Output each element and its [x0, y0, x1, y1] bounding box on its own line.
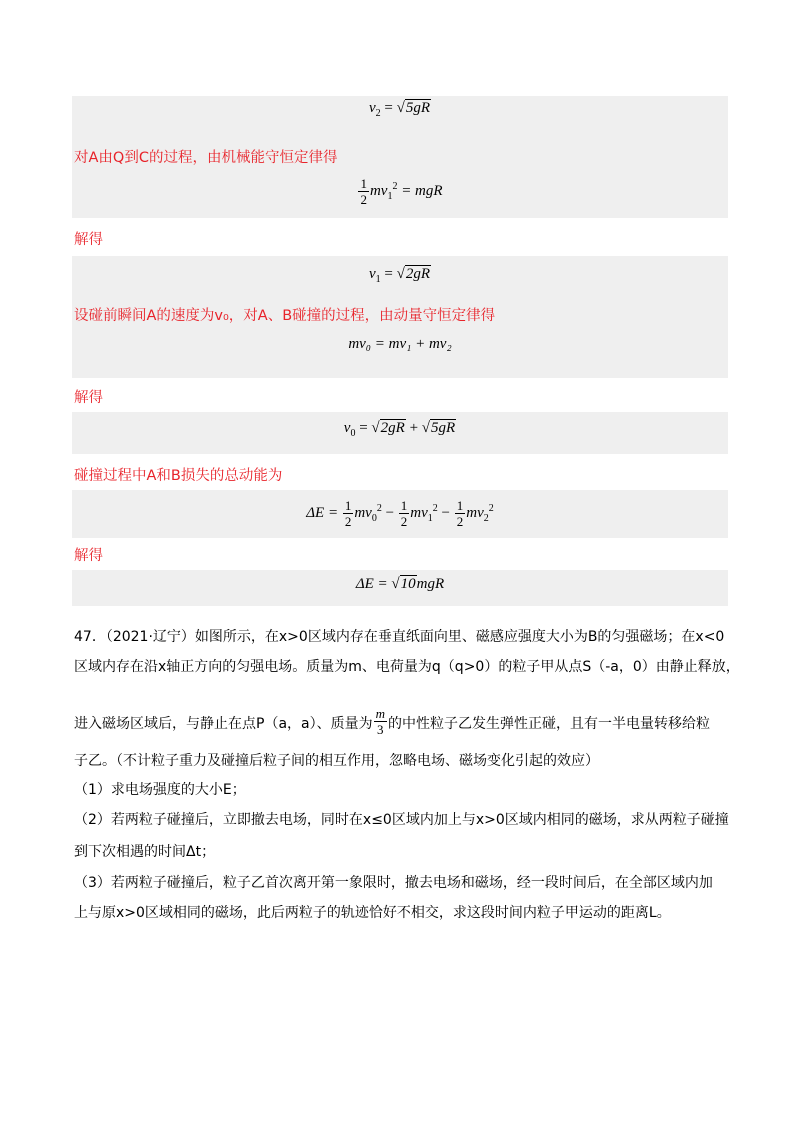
- problem-line-1: 47．（2021·辽宁）如图所示，在x>0区域内存在垂直纸面向里、磁感应强度大小为B的匀强磁场；在x<0: [74, 629, 725, 645]
- equation-v2: $v_2 = √5gR$: [368, 100, 431, 119]
- solve-label-2: 解得: [74, 390, 103, 406]
- question-3-line-1: （3）若两粒子碰撞后，粒子乙首次离开第一象限时，撤去电场和磁场，经一段时间后，在全部区域内加: [74, 875, 713, 891]
- equation-v0: $v_0 = √2gR + √5gR$: [343, 420, 456, 439]
- equation-energy: $\frac{1}{2}$ $mv_1^2$ = mgR: [360, 176, 443, 207]
- question-2-line-2: 到下次相遇的时间Δt；: [74, 844, 216, 860]
- question-2-line-1: （2）若两粒子碰撞后，立即撤去电场，同时在x≤0区域内加上与x>0区域内相同的磁场，求从两粒子碰撞: [74, 812, 729, 828]
- problem-line-4: 子乙。（不计粒子重力及碰撞后粒子间的相互作用，忽略电场、磁场变化引起的效应）: [74, 753, 599, 769]
- equation-delta-e: ΔE = $\frac{1}{2}$ $mv_0^2$ − $\frac{1}{2}$ $mv_1^2$ − $\frac{1}{2}$ $mv_2^2$: [306, 498, 494, 529]
- equation-momentum: mv₀ = mv₁ + mv₂: [348, 336, 452, 352]
- problem-line-3b: 的中性粒子乙发生弹性正碰，且有一半电量转移给粒: [388, 716, 710, 732]
- equation-v1: $v_1 = √2gR$: [368, 266, 431, 285]
- question-3-line-2: 上与原x>0区域相同的磁场，此后两粒子的轨迹恰好不相交，求这段时间内粒子甲运动的距离L。: [74, 905, 671, 921]
- solve-label-1: 解得: [74, 232, 103, 248]
- solve-label-3: 解得: [74, 548, 103, 564]
- problem-line-3: [74, 706, 710, 737]
- question-1: （1）求电场强度的大小E；: [74, 782, 246, 798]
- text-momentum: 设碰前瞬间A的速度为v₀，对A、B碰撞的过程，由动量守恒定律得: [74, 308, 496, 324]
- mass-fraction: $\frac{m}{3}$: [375, 706, 385, 737]
- text-energy-loss: 碰撞过程中A和B损失的总动能为: [74, 468, 283, 484]
- problem-line-3a: 进入磁场区域后，与静止在点P（a，a）、质量为: [74, 716, 373, 732]
- text-q-to-c: 对A由Q到C的过程，由机械能守恒定律得: [74, 150, 338, 166]
- equation-result: ΔE = √10mgR: [355, 576, 445, 592]
- problem-line-2: 区域内存在沿x轴正方向的匀强电场。质量为m、电荷量为q（q>0）的粒子甲从点S（-a，0）由静止释放，: [74, 659, 740, 675]
